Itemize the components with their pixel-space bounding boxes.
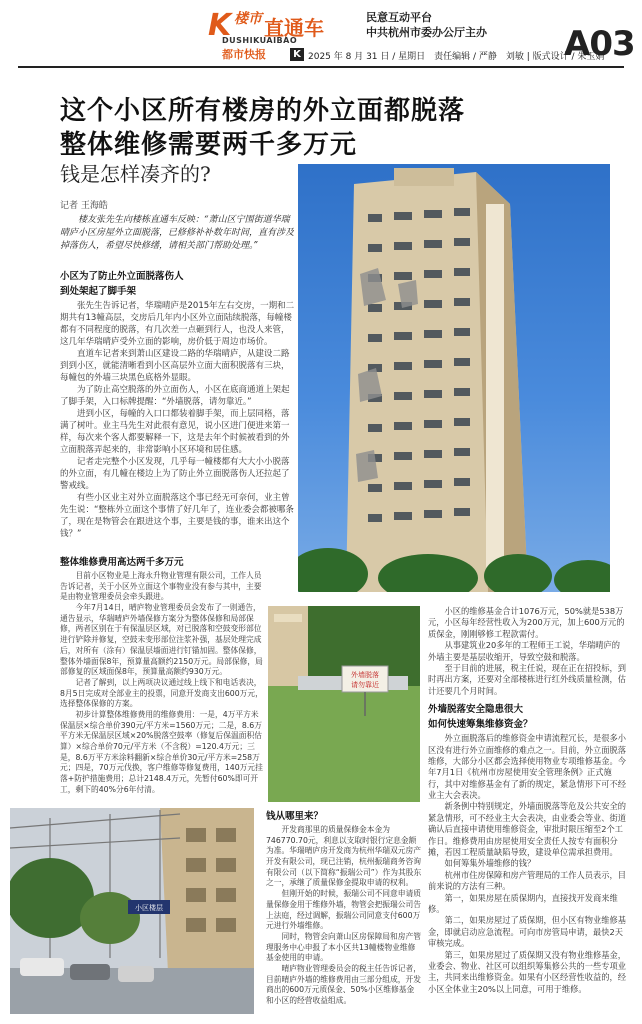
- lawn-warning-sign-photo: [268, 606, 420, 802]
- section-4-subtitle-line-1: 外墙脱落安全隐患很大: [428, 704, 524, 716]
- section-1-column: [60, 266, 296, 540]
- section-1-paragraph: 直道车记者来到萧山区建设二路的华瑞晴庐，从建设二路到到小区，就能清晰看到小区高层外立面大面积脱落有三块，每幢包的外墙三块黑色底格外显眼。: [60, 349, 290, 383]
- scaffolding-street-photo: [10, 808, 254, 1014]
- logo-word-zhitongche: 直通车: [264, 16, 324, 40]
- dateline: 2025 年 8 月 31 日 / 星期日 责任编辑 / 严静 刘敏 | 版式设计 / 朱玉娟: [308, 52, 605, 62]
- section-2-subtitle: 整体维修费用高达两千多万元: [60, 557, 184, 568]
- sponsor-block: [366, 10, 487, 40]
- section-1-paragraph: 记者走完整个小区发现，几乎每一幢楼都有大大小小脱落的外立面，有几幢在楼边上为了防止外立面脱落伤人还拉起了警戒线。: [60, 457, 290, 491]
- section-4-paragraph: 第一，如果房屋在质保期内，直接找开发商来维修。: [428, 892, 618, 914]
- section-2-paragraph: 记者了解到，以上两项决议通过线上线下和电话表决，8月5日完成对全部业主的投票，同意开发商支出600万元，选择整体保修的方案。: [60, 677, 263, 709]
- notice-sign-line-1: 外墙脱落: [351, 671, 379, 679]
- logo-k-letter: K: [208, 8, 232, 43]
- logo-pinyin: DUSHIKUAIBAO: [222, 36, 298, 45]
- notice-sign-line-2: 请勿靠近: [351, 681, 379, 689]
- section-3-paragraph: 小区的维修基金合计1076万元，50%就是538万元，小区每年经营性收入为200万元，加上600万元的质保金，刚刚够修工程款需付。: [428, 606, 625, 639]
- section-2-column: [60, 552, 266, 795]
- section-2-paragraph: 初步计算整体维修费用的维修费用：一是，4万平方米保温层×综合单价390元/平方米=1560万元；二是，8.6万平方米无保温层区域×20%脱落空鼓率（修复后保温面积估算）×综合单价70元/平方米（不含税）=120.4万元；三是，8.6万平方米涂料翻新×综合单价30元/平方米=258万元；四是，70万元伐换，客户维修等修复费用，140万元挂落+防护措施费用；总计2148.4万元，先暂付60%即可开工，剩下的40%分6年付清。: [60, 709, 263, 794]
- section-3-paragraph: 从事建筑业20多年的工程师王工说，华瑞晴庐的外墙主要是基层收缩开，导致空鼓和脱落。: [428, 640, 620, 662]
- section-1-subtitle-line-1: 小区为了防止外立面脱落伤人: [60, 271, 184, 282]
- sponsor-line-1: 民意互动平台: [366, 11, 432, 24]
- section-4-paragraph: 第三，如果房屋过了质保期又没有物业维修基金，业委会、物业、社区可以组织筹集修公共的一些专项业主，共同来出维修资金。如果有小区经营性收益的，经小区全体业主20%以上同意，可用于维修。: [428, 949, 626, 994]
- section-1-paragraph: 为了防止高空脱落的外立面伤人，小区在底商通道上架起了脚手架，入口标牌提醒：“外墙脱落，请勿靠近。”: [60, 385, 290, 407]
- section-2-paragraph: 目前小区物业是上海永升物业管理有限公司，工作人员告诉记者，关于小区外立面这个事物业没有参与其中，主要是由物业管理委员会牵头跟进。: [60, 571, 262, 602]
- headline-line-2: 整体维修需要两千多万元: [60, 130, 358, 160]
- headline-line-1: 这个小区所有楼房的外立面都脱落: [60, 96, 466, 126]
- section-3-paragraph: 但刚开始的时候，振瑞公司不同意申请质量保修金用于维修外墙，物管会把振瑞公司告上法庭，经过调解，振瑞公司同意支付600万元进行外墙维修。: [266, 889, 422, 931]
- section-4-column: [428, 606, 628, 995]
- subheadline: 钱是怎样凑齐的?: [60, 162, 211, 186]
- logo-word-dushikuaibao: 都市快报: [222, 48, 266, 61]
- street-illustration: [10, 808, 254, 1014]
- tower-illustration: [298, 164, 610, 592]
- section-1-paragraph: 进到小区，每幢的入口口都装着脚手架，而上层同格，落满了树叶。业主马先生对此很有意见，说小区进门便进来第一样，每次来个客人都要解释一下，这是去年个时候被看到的外立面脱落弄起来的，非常影响小区环境和居住感。: [60, 409, 290, 455]
- tower-building-photo: [298, 164, 610, 592]
- section-1-paragraph: 张先生告诉记者，华瑞晴庐是2015年左右交房，一期和二期共有13幢高层，交房后几年内小区外立面陆续脱落，每幢楼都有不同程度的脱落，有几次差一点砸到行人，也没人来管，这几年华瑞晴庐受外立面的影响，房价低于周边市场价。: [60, 301, 295, 347]
- section-2-paragraph: 今年7月14日，晴庐物业管理委员会发布了一则通告，通告显示，华瑞晴庐外墙保修方案分为整体保修和局部保修，两者区别在于有保温层区域，对已脱落和空鼓变形部位进行铲除并修复，空鼓未变形部位注浆补强，基层处理完成后，对所有（涂有）保温层墙面进行钉锚加固。整体保修，整体外墙面保8年，预算量高额约2150万元。局部保修，局部修复的区域面保8年，预算量高额约930万元。: [60, 603, 263, 677]
- section-4-paragraph: 杭州市住房保障和房产管理局的工作人员表示，目前来说的方法有三种。: [428, 869, 626, 892]
- k-mark-icon: K: [290, 48, 304, 61]
- section-1-subtitle-line-2: 到处架起了脚手架: [60, 286, 137, 297]
- reporter-byline: 记者 王海皓: [60, 201, 108, 211]
- section-4-subtitle-line-2: 如何快速筹集维修资金？: [428, 719, 533, 731]
- section-1-paragraph: 有些小区业主对外立面脱落这个事已经无可奈何，业主曾先生说：“整栋外立面这个事情了好几年了，连业委会都被哪条了，现在是物管会在跟进这个事，主要是钱的事，谁来出这个钱？”: [60, 493, 294, 539]
- section-3-paragraph: 同时，物管会向萧山区房保障局和房产管理服务中心申报了本小区共13幢楼物业维修基金使用的申请。: [266, 931, 422, 963]
- section-3-subtitle: 钱从哪里来？: [266, 811, 324, 822]
- header-divider: [18, 66, 624, 68]
- lead-paragraph: 楼友张先生向楼栋直通车反映：“萧山区宁围街道华瑞晴庐小区房屋外立面脱落，已修修补补数年时间，直有涉及掉落伤人，希望尽快修缮，请相关部门帮助处理。”: [60, 215, 295, 251]
- section-4-paragraph: 第二，如果房屋过了质保期，但小区有物业维修基金，即就启动应急流程。可向市房管局申请，最快2天审核完成。: [428, 915, 626, 949]
- section-4-paragraph: 如何筹集外墙维修的钱？: [444, 858, 536, 869]
- section-3-paragraph: 至于目前的进展，税主任说，现在正在招投标，到时再出方案，还要对全部楼栋进行红外线质量检测，估计还要几个月时间。: [428, 662, 626, 696]
- section-4-paragraph: 新条例中特别规定，外墙面脱落等危及公共安全的紧急情形，可不经业主大会表决，由业委会等业、街道确认后直接申请使用维修资金，审批时限压缩至2个工作日。维修费用由房屋使用安全责任人按专有面积分摊，若因工程质量缺陷导致，建设单位需承担费用。: [428, 801, 626, 858]
- section-3-paragraph: 开发商那里的质量保修金本金为746770.70元，利息以支取时银行定息金额为准。华瑞晴庐房开发商为杭州华瑞双元房产开发有限公司，现已注销，杭州振瑞商务咨询有限公司（以下简称“振瑞公司”）作为其股东之一，承继了质量保修金提取申请的权利。: [266, 825, 422, 888]
- lawn-illustration: [268, 606, 420, 802]
- logo-word-loushi: 楼市: [234, 11, 262, 27]
- section-3-paragraph: 晴庐物业管理委员会的税主任告诉记者，目前晴庐外墙的维修费用由三部分组成，开发商出的600万元质保金、50%小区维修基金和小区的经营收益组成。: [266, 963, 422, 1005]
- street-sign-text: 小区楼层: [135, 904, 163, 912]
- section-4-paragraph: 外立面脱落后的维修资金申请流程冗长，是很多小区没有进行外立面维修的难点之一。目前，外立面脱落维修，大部分小区都会选择使用物业专项维修基金。今年7月1日《杭州市房屋使用安全管理条例》正式施行，其中对维修基金有了新的规定，紧急情形下可不经业主大会表决。: [428, 733, 626, 801]
- page-number: A03: [564, 24, 635, 64]
- sponsor-line-2: 中共杭州市委办公厅主办: [366, 26, 487, 39]
- section-3-column: [266, 806, 422, 1007]
